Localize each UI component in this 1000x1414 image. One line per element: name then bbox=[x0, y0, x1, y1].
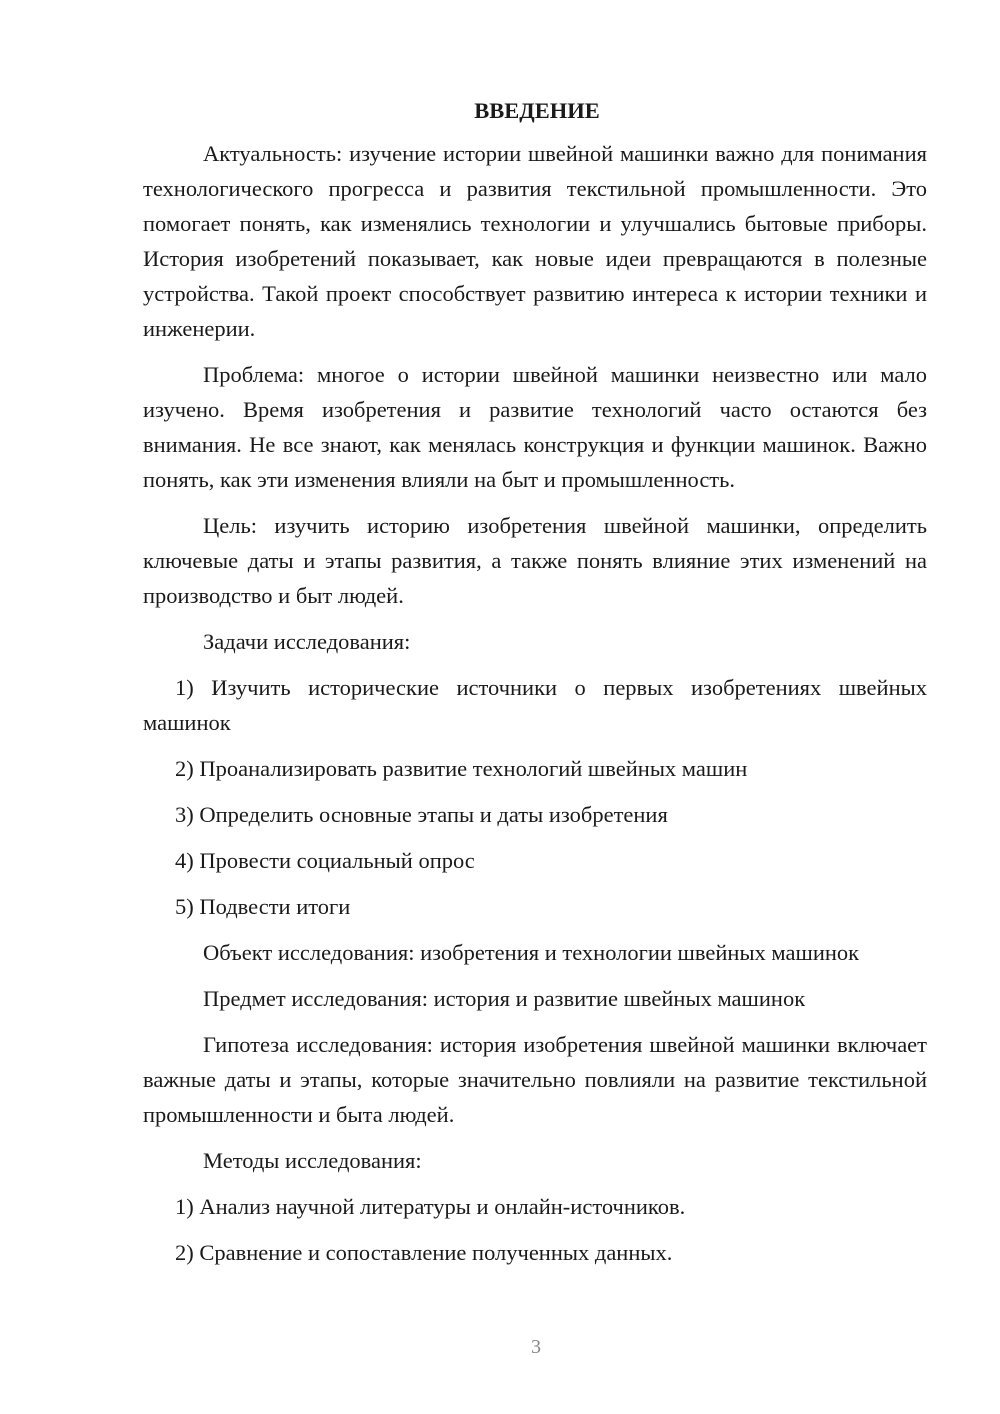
task-item-4: 4) Провести социальный опрос bbox=[175, 848, 475, 873]
subject-line: Предмет исследования: история и развитие швейных машинок bbox=[203, 986, 806, 1011]
page-number: 3 bbox=[531, 1336, 541, 1358]
goal-paragraph: Цель: изучить историю изобретения швейной машинки, определить ключевые даты и этапы развития, а также понять влияние этих изменений на производство и быт людей. bbox=[143, 513, 927, 608]
section-heading: ВВЕДЕНИЕ bbox=[474, 98, 600, 123]
task-item-5: 5) Подвести итоги bbox=[175, 894, 351, 919]
task-item-3: 3) Определить основные этапы и даты изобретения bbox=[175, 802, 668, 827]
task-item-2: 2) Проанализировать развитие технологий швейных машин bbox=[175, 756, 748, 781]
task-item-1: 1) Изучить исторические источники о первых изобретениях швейных машинок bbox=[143, 675, 927, 735]
method-item-2: 2) Сравнение и сопоставление полученных данных. bbox=[175, 1240, 673, 1265]
problem-paragraph: Проблема: многое о истории швейной машинки неизвестно или мало изучено. Время изобретения и развитие технологий часто остаются без внимания. Не все знают, как менялась конструкция и функции машинок. Важно понять, как эти изменения влияли на быт и промышленность. bbox=[143, 362, 927, 492]
relevance-paragraph: Актуальность: изучение истории швейной машинки важно для понимания технологического прогресса и развития текстильной промышленности. Это помогает понять, как изменялись технологии и улучшались бытовые приборы. История изобретений показывает, как новые идеи превращаются в полезные устройства. Такой проект способствует развитию интереса к истории техники и инженерии. bbox=[143, 141, 927, 341]
page-content bbox=[143, 96, 927, 1281]
hypothesis-paragraph: Гипотеза исследования: история изобретения швейной машинки включает важные даты и этапы, которые значительно повлияли на развитие текстильной промышленности и быта людей. bbox=[143, 1032, 927, 1127]
tasks-title: Задачи исследования: bbox=[203, 629, 411, 654]
object-line: Объект исследования: изобретения и технологии швейных машинок bbox=[203, 940, 860, 965]
methods-title: Методы исследования: bbox=[203, 1148, 422, 1173]
method-item-1: 1) Анализ научной литературы и онлайн-источников. bbox=[175, 1194, 686, 1219]
